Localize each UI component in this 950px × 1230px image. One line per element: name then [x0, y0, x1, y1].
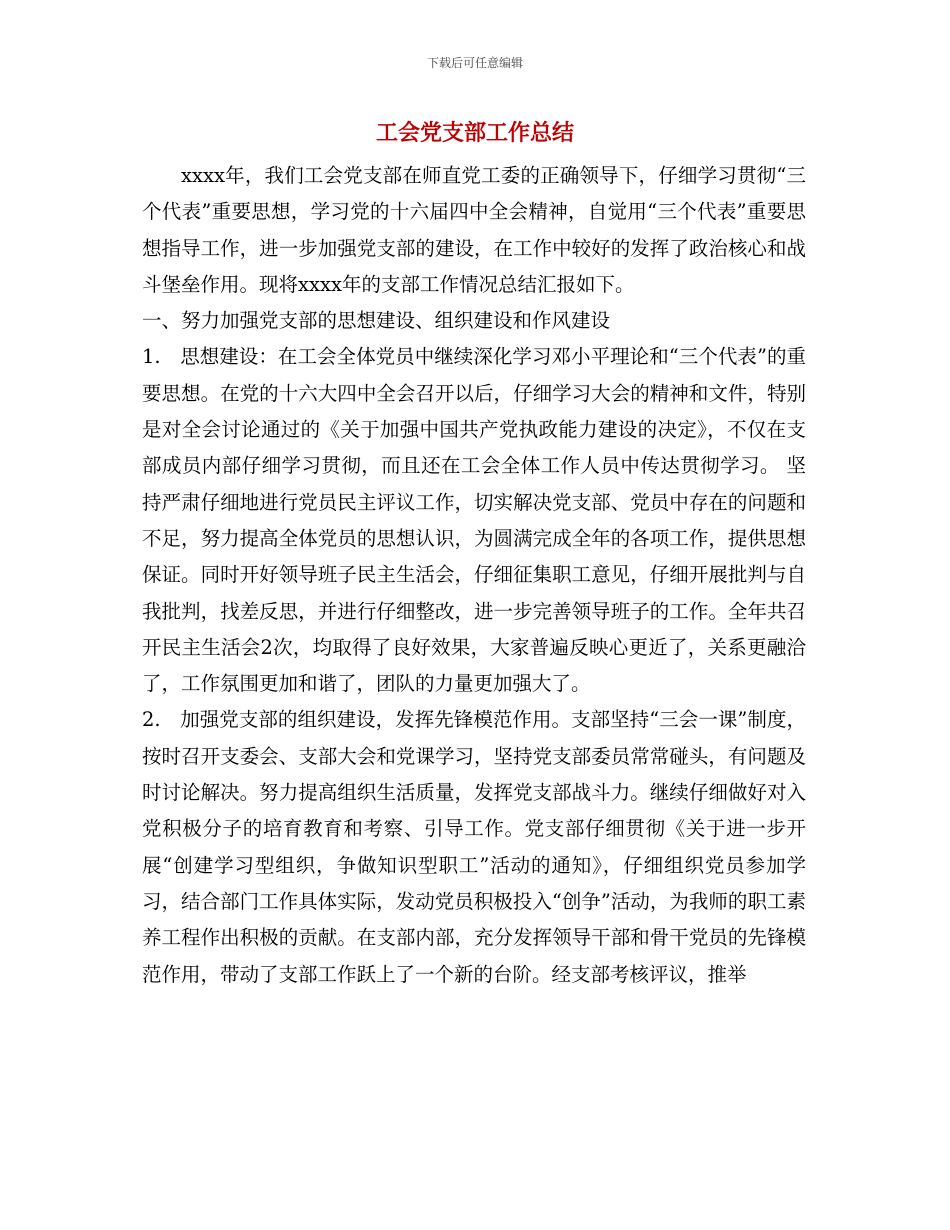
- document-body: [142, 158, 806, 993]
- section-heading: 一、努力加强党支部的思想建设、组织建设和作风建设: [142, 309, 611, 333]
- intro-paragraph: xxxx年，我们工会党支部在师直党工委的正确领导下，仔细学习贯彻“三个代表”重要思想，学习党的十六届四中全会精神，自觉用“三个代表”重要思想指导工作，进一步加强党支部的建设，在工作中较好的发挥了政治核心和战斗堡垒作用。现将xxxx年的支部工作情况总结汇报如下。: [142, 164, 806, 296]
- page-header-note: 下载后可任意编辑: [426, 56, 523, 70]
- item-2-paragraph: 2. 加强党支部的组织建设，发挥先锋模范作用。支部坚持“三会一课”制度，按时召开支委会、支部大会和党课学习，坚持党支部委员常常碰头，有问题及时讨论解决。努力提高组织生活质量，发挥党支部战斗力。继续仔细做好对入党积极分子的培育教育和考察、引导工作。党支部仔细贯彻《关于进一步开展“创建学习型组织，争做知识型职工”活动的通知》，仔细组织党员参加学习，结合部门工作具体实际，发动党员积极投入“创争”活动，为我师的职工素养工程作出积极的贡献。在支部内部，充分发挥领导干部和骨干党员的先锋模范作用，带动了支部工作跃上了一个新的台阶。经支部考核评议，推举: [142, 708, 806, 986]
- item-1-paragraph: 1. 思想建设：在工会全体党员中继续深化学习邓小平理论和“三个代表”的重要思想。在党的十六大四中全会召开以后，仔细学习大会的精神和文件，特别是对全会讨论通过的《关于加强中国共产党执政能力建设的决定》，不仅在支部成员内部仔细学习贯彻，而且还在工会全体工作人员中传达贯彻学习。 坚持严肃仔细地进行党员民主评议工作，切实解决党支部、党员中存在的问题和不足，努力提高全体党员的思想认识，为圆满完成全年的各项工作，提供思想保证。同时开好领导班子民主生活会，仔细征集职工意见，仔细开展批判与自我批判，找差反思，并进行仔细整改，进一步完善领导班子的工作。全年共召开民主生活会2次，均取得了良好效果，大家普遍反映心更近了，关系更融洽了，工作氛围更加和谐了，团队的力量更加强大了。: [142, 345, 806, 696]
- document-title: 工会党支部工作总结: [375, 121, 574, 146]
